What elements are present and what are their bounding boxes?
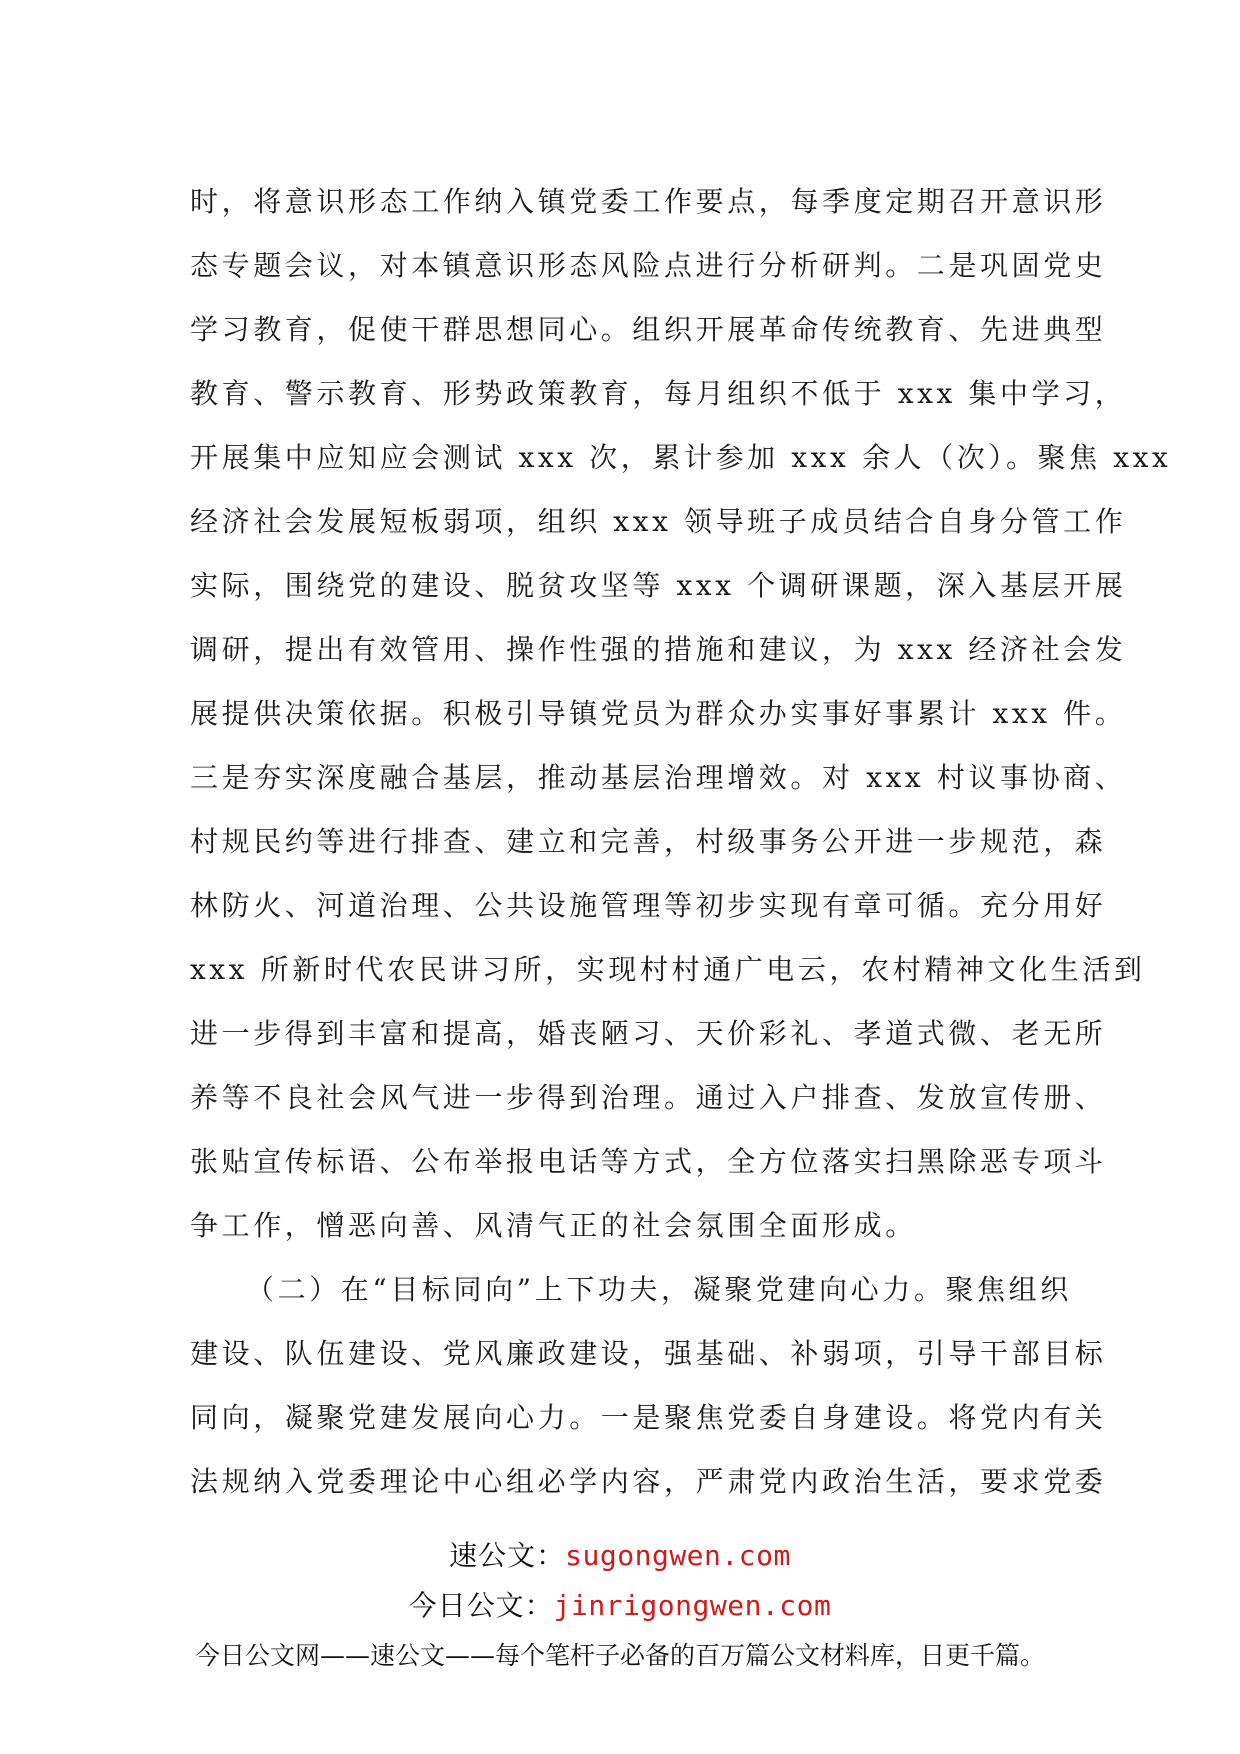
sugongwen-link[interactable]: sugongwen.com bbox=[565, 1539, 791, 1572]
text-line: 林防火、河道治理、公共设施管理等初步实现有章可循。充分用好 bbox=[190, 889, 1107, 922]
jinrigongwen-link[interactable]: jinrigongwen.com bbox=[553, 1589, 832, 1622]
text-line: 同向，凝聚党建发展向心力。一是聚焦党委自身建设。将党内有关 bbox=[190, 1401, 1107, 1434]
footer-jinrigongwen-label: 今日公文： bbox=[408, 1589, 554, 1622]
text-line: 进一步得到丰富和提高，婚丧陋习、天价彩礼、孝道式微、老无所 bbox=[190, 1017, 1107, 1050]
text-line: 养等不良社会风气进一步得到治理。通过入户排查、发放宣传册、 bbox=[190, 1081, 1107, 1114]
text-line: 实际，围绕党的建设、脱贫攻坚等 xxx 个调研课题，深入基层开展 bbox=[190, 569, 1127, 602]
document-body bbox=[190, 170, 1172, 1514]
text-line: 教育、警示教育、形势政策教育，每月组织不低于 xxx 集中学习， bbox=[190, 377, 1127, 410]
text-line: 法规纳入党委理论中心组必学内容，严肃党内政治生活，要求党委 bbox=[190, 1465, 1107, 1498]
text-line: 时，将意识形态工作纳入镇党委工作要点，每季度定期召开意识形 bbox=[190, 185, 1107, 218]
text-line: 建设、队伍建设、党风廉政建设，强基础、补弱项，引导干部目标 bbox=[190, 1337, 1107, 1370]
text-line: 展提供决策依据。积极引导镇党员为群众办实事好事累计 xxx 件。 bbox=[190, 697, 1127, 730]
text-line: 开展集中应知应会测试 xxx 次，累计参加 xxx 余人（次）。聚焦 xxx bbox=[190, 441, 1172, 474]
text-line: 村规民约等进行排查、建立和完善，村级事务公开进一步规范，森 bbox=[190, 825, 1107, 858]
text-line: 调研，提出有效管用、操作性强的措施和建议，为 xxx 经济社会发 bbox=[190, 633, 1127, 666]
section-heading-line: （二）在“目标同向”上下功夫，凝聚党建向心力。聚焦组织 bbox=[246, 1273, 1072, 1306]
footer-jinrigongwen bbox=[0, 1584, 1240, 1624]
text-line: 争工作，憎恶向善、风清气正的社会氛围全面形成。 bbox=[190, 1209, 917, 1242]
text-line: 三是夯实深度融合基层，推动基层治理增效。对 xxx 村议事协商、 bbox=[190, 761, 1127, 794]
text-line: 学习教育，促使干群思想同心。组织开展革命传统教育、先进典型 bbox=[190, 313, 1107, 346]
text-line: 张贴宣传标语、公布举报电话等方式，全方位落实扫黑除恶专项斗 bbox=[190, 1145, 1107, 1178]
footer-slogan: 今日公文网——速公文——每个笔杆子必备的百万篇公文材料库，日更千篇。 bbox=[194, 1641, 1045, 1670]
footer-sugongwen-label: 速公文： bbox=[449, 1539, 566, 1572]
text-line: 态专题会议，对本镇意识形态风险点进行分析研判。二是巩固党史 bbox=[190, 249, 1107, 282]
footer-sugongwen bbox=[0, 1534, 1240, 1574]
text-line: 经济社会发展短板弱项，组织 xxx 领导班子成员结合自身分管工作 bbox=[190, 505, 1127, 538]
text-line: xxx 所新时代农民讲习所，实现村村通广电云，农村精神文化生活到 bbox=[190, 953, 1146, 986]
